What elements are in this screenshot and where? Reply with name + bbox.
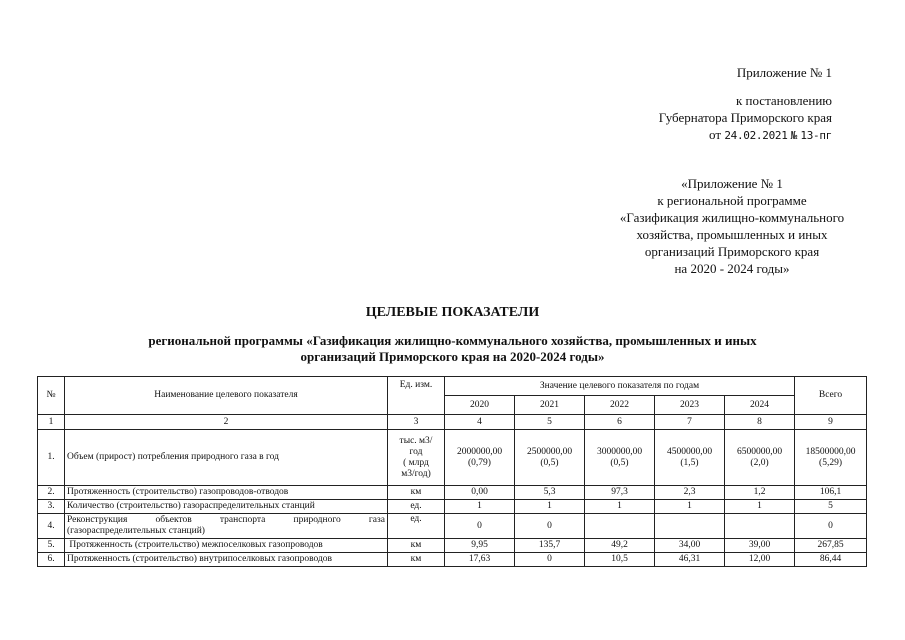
row-value-2024 xyxy=(725,514,795,539)
row-num: 4. xyxy=(38,514,65,539)
row-name: Объем (прирост) потребления природного газа в год xyxy=(65,430,388,486)
row-unit: км xyxy=(388,553,445,567)
row-value-2021 xyxy=(515,430,585,486)
header-total: Всего xyxy=(795,377,867,415)
row-unit: ед. xyxy=(388,514,445,539)
table-row xyxy=(38,486,867,500)
value-main: 6500000,00 xyxy=(736,446,783,457)
column-number: 7 xyxy=(655,415,725,430)
column-number: 4 xyxy=(445,415,515,430)
column-number: 1 xyxy=(38,415,65,430)
header-year: 2021 xyxy=(515,396,585,415)
header-year: 2022 xyxy=(585,396,655,415)
row-value-2023: 46,31 xyxy=(655,553,725,567)
row-unit: км xyxy=(388,486,445,500)
decree-date-prefix: от xyxy=(709,127,722,142)
row-name: Протяженность (строительство) внутрипоселковых газопроводов xyxy=(65,553,388,567)
row-total xyxy=(795,430,867,486)
row-value-2022 xyxy=(585,430,655,486)
row-value-2022: 97,3 xyxy=(585,486,655,500)
program-appendix-name-3: организаций Приморского края xyxy=(644,244,820,259)
row-total: 0 xyxy=(795,514,867,539)
row-value-2020: 9,95 xyxy=(445,539,515,553)
program-appendix-name-1: «Газификация жилищно-коммунального xyxy=(619,210,845,225)
row-name xyxy=(65,514,388,539)
row-unit-line: год xyxy=(409,446,423,457)
row-num: 2. xyxy=(38,486,65,500)
page-subtitle-line-1: региональной программы «Газификация жилищно-коммунального хозяйства, промышленных и иных xyxy=(148,333,757,348)
header-num: № xyxy=(38,377,65,415)
decree-date-line xyxy=(659,126,832,144)
row-num: 5. xyxy=(38,539,65,553)
row-value-2023: 34,00 xyxy=(655,539,725,553)
value-sub: (1,5) xyxy=(680,457,699,468)
row-unit-line: тыс. м3/ xyxy=(399,435,433,446)
row-name: Количество (строительство) газораспределительных станций xyxy=(65,500,388,514)
row-value-2023: 2,3 xyxy=(655,486,725,500)
row-value-2021: 0 xyxy=(515,514,585,539)
row-value-2024: 1,2 xyxy=(725,486,795,500)
table-row xyxy=(38,539,867,553)
row-value-2024: 39,00 xyxy=(725,539,795,553)
program-appendix-block xyxy=(594,175,870,277)
row-value-2022: 10,5 xyxy=(585,553,655,567)
row-value-2021: 5,3 xyxy=(515,486,585,500)
row-value-2020: 1 xyxy=(445,500,515,514)
row-value-2022 xyxy=(585,514,655,539)
value-sub: (0,5) xyxy=(540,457,559,468)
row-unit-line: ( млрд xyxy=(403,457,429,468)
decree-appendix-to: к постановлению xyxy=(735,93,832,108)
program-appendix-to: к региональной программе xyxy=(657,193,807,208)
row-name: Протяженность (строительство) газопроводов-отводов xyxy=(65,486,388,500)
row-unit: ед. xyxy=(388,500,445,514)
row-value-2020 xyxy=(445,430,515,486)
column-number: 6 xyxy=(585,415,655,430)
indicators-table xyxy=(37,376,867,567)
value-main: 18500000,00 xyxy=(805,446,856,457)
row-total: 5 xyxy=(795,500,867,514)
header-name: Наименование целевого показателя xyxy=(65,377,388,415)
row-value-2024: 1 xyxy=(725,500,795,514)
row-unit xyxy=(388,430,445,486)
header-values-group: Значение целевого показателя по годам xyxy=(445,377,795,396)
header-row-1 xyxy=(38,377,867,396)
row-value-2021: 1 xyxy=(515,500,585,514)
value-sub: (2,0) xyxy=(750,457,769,468)
row-num: 3. xyxy=(38,500,65,514)
table-row xyxy=(38,553,867,567)
page-subtitle xyxy=(0,333,905,365)
row-num: 6. xyxy=(38,553,65,567)
value-main: 4500000,00 xyxy=(666,446,713,457)
row-value-2023 xyxy=(655,514,725,539)
decree-appendix-governor: Губернатора Приморского края xyxy=(658,110,832,125)
row-total: 267,85 xyxy=(795,539,867,553)
column-number: 5 xyxy=(515,415,585,430)
column-number-row xyxy=(38,415,867,430)
value-sub: (5,29) xyxy=(819,457,842,468)
value-sub: (0,5) xyxy=(610,457,629,468)
decree-number-sign: № xyxy=(790,129,798,142)
row-total: 106,1 xyxy=(795,486,867,500)
column-number: 3 xyxy=(388,415,445,430)
decree-number: 13-пг xyxy=(800,129,832,142)
decree-appendix-title: Приложение № 1 xyxy=(736,65,832,80)
row-value-2020: 0 xyxy=(445,514,515,539)
value-main: 2500000,00 xyxy=(526,446,573,457)
row-value-2022: 1 xyxy=(585,500,655,514)
row-value-2023: 1 xyxy=(655,500,725,514)
value-main: 2000000,00 xyxy=(456,446,503,457)
table-row xyxy=(38,514,867,539)
row-value-2020: 17,63 xyxy=(445,553,515,567)
row-value-2023 xyxy=(655,430,725,486)
column-number: 8 xyxy=(725,415,795,430)
row-value-2024 xyxy=(725,430,795,486)
header-year: 2020 xyxy=(445,396,515,415)
page-title: ЦЕЛЕВЫЕ ПОКАЗАТЕЛИ xyxy=(365,305,540,320)
column-number: 2 xyxy=(65,415,388,430)
program-appendix-title: «Приложение № 1 xyxy=(681,176,783,191)
value-sub: (0,79) xyxy=(468,457,491,468)
row-num: 1. xyxy=(38,430,65,486)
program-appendix-name-2: хозяйства, промышленных и иных xyxy=(636,227,828,242)
table-row xyxy=(38,430,867,486)
header-year: 2024 xyxy=(725,396,795,415)
row-value-2021: 135,7 xyxy=(515,539,585,553)
decree-date: 24.02.2021 xyxy=(724,129,788,142)
page-subtitle-line-2: организаций Приморского края на 2020-2024 годы» xyxy=(300,349,605,364)
row-value-2021: 0 xyxy=(515,553,585,567)
row-value-2020: 0,00 xyxy=(445,486,515,500)
row-value-2022: 49,2 xyxy=(585,539,655,553)
program-appendix-years: на 2020 - 2024 годы» xyxy=(674,261,790,276)
row-total: 86,44 xyxy=(795,553,867,567)
decree-appendix-block xyxy=(659,64,832,144)
header-unit: Ед. изм. xyxy=(388,377,445,415)
header-year: 2023 xyxy=(655,396,725,415)
value-main: 3000000,00 xyxy=(596,446,643,457)
row-name-line: Реконструкция объектов транспорта природного газа xyxy=(67,515,385,525)
row-unit-line: м3/год) xyxy=(401,468,431,479)
row-unit: км xyxy=(388,539,445,553)
column-number: 9 xyxy=(795,415,867,430)
row-name: Протяженность (строительство) межпоселковых газопроводов xyxy=(65,539,388,553)
table-row xyxy=(38,500,867,514)
row-name-line: (газораспределительных станций) xyxy=(67,526,205,536)
row-value-2024: 12,00 xyxy=(725,553,795,567)
